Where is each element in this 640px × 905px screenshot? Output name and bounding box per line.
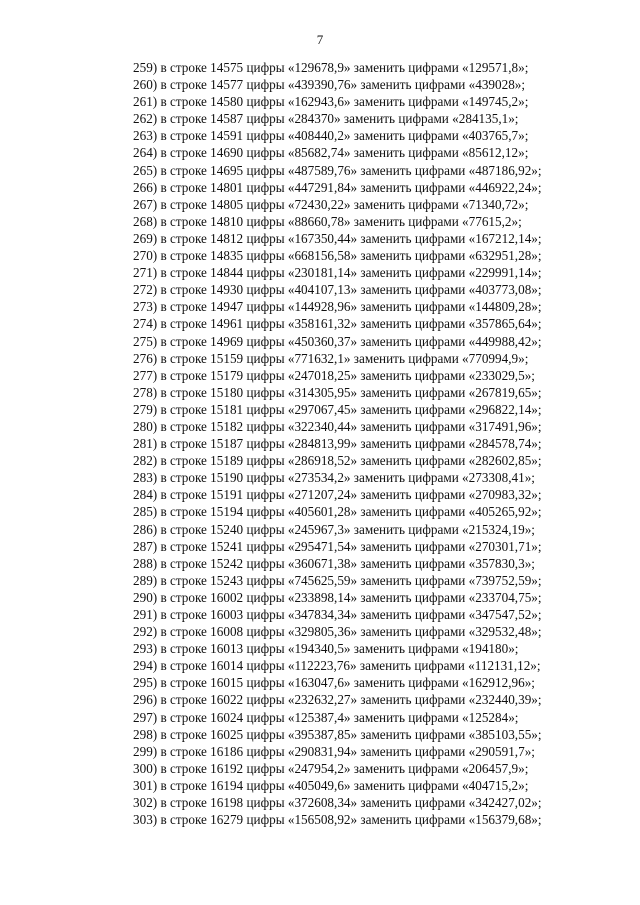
- page-number: 7: [316, 32, 324, 47]
- amendment-item: 269) в строке 14812 цифры «167350,44» заменить цифрами «167212,14»;: [133, 230, 542, 246]
- amendment-item: 293) в строке 16013 цифры «194340,5» заменить цифрами «194180»;: [133, 641, 519, 657]
- amendment-item: 286) в строке 15240 цифры «245967,3» заменить цифрами «215324,19»;: [133, 521, 535, 537]
- amendment-item: 303) в строке 16279 цифры «156508,92» заменить цифрами «156379,68»;: [133, 812, 542, 828]
- amendment-item: 262) в строке 14587 цифры «284370» заменить цифрами «284135,1»;: [133, 111, 519, 127]
- amendment-item: 282) в строке 15189 цифры «286918,52» заменить цифрами «282602,85»;: [133, 453, 542, 469]
- amendment-item: 267) в строке 14805 цифры «72430,22» заменить цифрами «71340,72»;: [133, 196, 529, 212]
- amendment-item: 276) в строке 15159 цифры «771632,1» заменить цифрами «770994,9»;: [133, 350, 529, 366]
- amendment-item: 271) в строке 14844 цифры «230181,14» заменить цифрами «229991,14»;: [133, 265, 542, 281]
- amendment-item: 279) в строке 15181 цифры «297067,45» заменить цифрами «296822,14»;: [133, 401, 542, 417]
- amendment-item: 273) в строке 14947 цифры «144928,96» заменить цифрами «144809,28»;: [133, 299, 542, 315]
- amendment-item: 266) в строке 14801 цифры «447291,84» заменить цифрами «446922,24»;: [133, 179, 542, 195]
- amendment-item: 302) в строке 16198 цифры «372608,34» заменить цифрами «342427,02»;: [133, 795, 542, 811]
- amendment-item: 297) в строке 16024 цифры «125387,4» заменить цифрами «125284»;: [133, 709, 519, 725]
- amendment-item: 280) в строке 15182 цифры «322340,44» заменить цифрами «317491,96»;: [133, 418, 542, 434]
- amendment-item: 281) в строке 15187 цифры «284813,99» заменить цифрами «284578,74»;: [133, 436, 542, 452]
- amendment-item: 291) в строке 16003 цифры «347834,34» заменить цифрами «347547,52»;: [133, 607, 542, 622]
- amendment-item: 300) в строке 16192 цифры «247954,2» заменить цифрами «206457,9»;: [133, 760, 529, 776]
- amendment-item: 295) в строке 16015 цифры «163047,6» заменить цифрами «162912,96»;: [133, 675, 535, 691]
- amendment-item: 290) в строке 16002 цифры «233898,14» заменить цифрами «233704,75»;: [133, 589, 542, 605]
- amendment-item: 299) в строке 16186 цифры «290831,94» заменить цифрами «290591,7»;: [133, 743, 535, 759]
- amendment-item: 298) в строке 16025 цифры «395387,85» заменить цифрами «385103,55»;: [133, 726, 542, 742]
- amendment-item: 278) в строке 15180 цифры «314305,95» заменить цифрами «267819,65»;: [133, 384, 542, 400]
- amendment-item: 283) в строке 15190 цифры «273534,2» заменить цифрами «273308,41»;: [133, 470, 535, 486]
- amendment-item: 296) в строке 16022 цифры «232632,27» заменить цифрами «232440,39»;: [133, 692, 542, 708]
- amendment-item: 272) в строке 14930 цифры «404107,13» заменить цифрами «403773,08»;: [133, 282, 542, 298]
- amendment-item: 275) в строке 14969 цифры «450360,37» заменить цифрами «449988,42»;: [133, 333, 542, 349]
- amendment-item: 264) в строке 14690 цифры «85682,74» заменить цифрами «85612,12»;: [133, 145, 529, 161]
- amendment-item: 285) в строке 15194 цифры «405601,28» заменить цифрами «405265,92»;: [133, 504, 542, 520]
- amendment-item: 274) в строке 14961 цифры «358161,32» заменить цифрами «357865,64»;: [133, 316, 542, 332]
- amendment-item: 289) в строке 15243 цифры «745625,59» заменить цифрами «739752,59»;: [133, 572, 542, 588]
- amendment-item: 261) в строке 14580 цифры «162943,6» заменить цифрами «149745,2»;: [133, 94, 529, 110]
- amendment-item: 292) в строке 16008 цифры «329805,36» заменить цифрами «329532,48»;: [133, 624, 542, 640]
- amendment-item: 294) в строке 16014 цифры «112223,76» заменить цифрами «112131,12»;: [133, 658, 541, 674]
- amendment-item: 288) в строке 15242 цифры «360671,38» заменить цифрами «357830,3»;: [133, 555, 535, 571]
- amendment-item: 284) в строке 15191 цифры «271207,24» заменить цифрами «270983,32»;: [133, 487, 542, 503]
- amendment-item: 265) в строке 14695 цифры «487589,76» заменить цифрами «487186,92»;: [133, 162, 542, 178]
- amendment-list: [133, 59, 628, 828]
- amendment-item: 259) в строке 14575 цифры «129678,9» заменить цифрами «129571,8»;: [133, 60, 529, 75]
- amendment-item: 277) в строке 15179 цифры «247018,25» заменить цифрами «233029,5»;: [133, 367, 535, 383]
- amendment-item: 301) в строке 16194 цифры «405049,6» заменить цифрами «404715,2»;: [133, 777, 529, 793]
- amendment-item: 287) в строке 15241 цифры «295471,54» заменить цифрами «270301,71»;: [133, 538, 542, 554]
- amendment-item: 263) в строке 14591 цифры «408440,2» заменить цифрами «403765,7»;: [133, 128, 529, 144]
- amendment-item: 268) в строке 14810 цифры «88660,78» заменить цифрами «77615,2»;: [133, 213, 522, 229]
- amendment-item: 260) в строке 14577 цифры «439390,76» заменить цифрами «439028»;: [133, 77, 526, 93]
- amendment-item: 270) в строке 14835 цифры «668156,58» заменить цифрами «632951,28»;: [133, 248, 542, 264]
